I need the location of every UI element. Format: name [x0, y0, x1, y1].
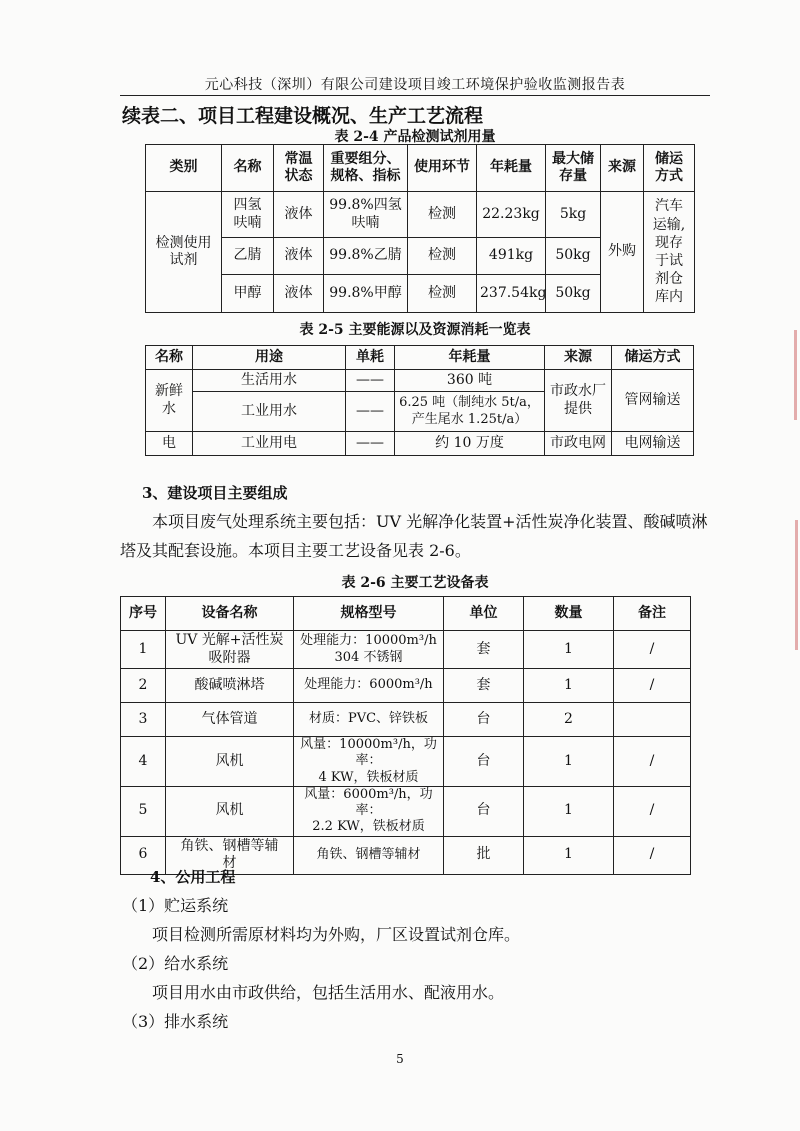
- annual-cell: 22.23kg: [477, 192, 546, 238]
- quantity-cell: 1: [524, 737, 614, 787]
- table-row: [121, 703, 691, 737]
- table-row: [121, 669, 691, 703]
- transport-cell: 管网输送: [612, 370, 694, 432]
- spec-cell: 99.8%甲醇: [324, 275, 408, 313]
- annual-cell: 491kg: [477, 238, 546, 275]
- spec-cell: 99.8%乙腈: [324, 238, 408, 275]
- table-2-6: [120, 596, 691, 875]
- spec-cell: 处理能力：10000m³/h 304 不锈钢: [294, 631, 444, 669]
- use-cell: 工业用水: [193, 392, 346, 432]
- header-cell: 单位: [444, 597, 524, 631]
- subsection-water-supply-title: （2）给水系统: [122, 954, 229, 973]
- subsection-drainage-title: （3）排水系统: [122, 1012, 229, 1031]
- section-title: 续表二、项目工程建设概况、生产工艺流程: [122, 105, 484, 127]
- header-cell: 序号: [121, 597, 166, 631]
- quantity-cell: 1: [524, 631, 614, 669]
- page-header: 元心科技（深圳）有限公司建设项目竣工环境保护验收监测报告表: [204, 77, 626, 93]
- table-header-row: [146, 145, 695, 192]
- note-cell: [614, 703, 691, 737]
- number-cell: 2: [121, 669, 166, 703]
- header-cell: 名称: [222, 145, 274, 192]
- use-cell: 检测: [408, 275, 477, 313]
- table-2-4-caption: 表 2-4 产品检测试剂用量: [334, 129, 496, 145]
- table-row: [121, 631, 691, 669]
- unit-cell: 台: [444, 737, 524, 787]
- source-cell: 市政水厂 提供: [545, 370, 612, 432]
- spec-cell: 处理能力：6000m³/h: [294, 669, 444, 703]
- max-storage-cell: 5kg: [546, 192, 601, 238]
- note-cell: /: [614, 836, 691, 874]
- name-cell: 四氢 呋喃: [222, 192, 274, 238]
- section-3-heading: 3、建设项目主要组成: [142, 484, 288, 502]
- header-cell: 来源: [601, 145, 644, 192]
- header-cell: 数量: [524, 597, 614, 631]
- max-storage-cell: 50kg: [546, 275, 601, 313]
- table-2-6-caption: 表 2-6 主要工艺设备表: [341, 575, 489, 591]
- header-cell: 年耗量: [477, 145, 546, 192]
- table-row: [121, 786, 691, 836]
- quantity-cell: 1: [524, 836, 614, 874]
- header-cell: 最大储 存量: [546, 145, 601, 192]
- equipment-name-cell: 气体管道: [166, 703, 294, 737]
- equipment-name-cell: 角铁、钢槽等辅 材: [166, 836, 294, 874]
- name-cell: 甲醇: [222, 275, 274, 313]
- use-cell: 生活用水: [193, 370, 346, 392]
- equipment-name-cell: 酸碱喷淋塔: [166, 669, 294, 703]
- unit-cell: 台: [444, 786, 524, 836]
- header-cell: 规格型号: [294, 597, 444, 631]
- quantity-cell: 1: [524, 669, 614, 703]
- page-number: 5: [396, 1052, 404, 1066]
- unit-consumption-cell: ——: [346, 432, 395, 456]
- header-cell: 设备名称: [166, 597, 294, 631]
- subsection-storage-text: 项目检测所需原材料均为外购，厂区设置试剂仓库。: [152, 925, 521, 944]
- note-cell: /: [614, 669, 691, 703]
- header-cell: 年耗量: [395, 346, 545, 370]
- max-storage-cell: 50kg: [546, 238, 601, 275]
- table-2-5: [145, 345, 694, 456]
- header-cell: 单耗: [346, 346, 395, 370]
- transport-cell: 电网输送: [612, 432, 694, 456]
- table-2-4: [145, 144, 695, 313]
- header-cell: 用途: [193, 346, 346, 370]
- source-cell: 外购: [601, 192, 644, 313]
- header-cell: 储运 方式: [644, 145, 695, 192]
- note-cell: /: [614, 631, 691, 669]
- state-cell: 液体: [274, 238, 324, 275]
- equipment-name-cell: 风机: [166, 737, 294, 787]
- annual-cell: 237.54kg: [477, 275, 546, 313]
- number-cell: 1: [121, 631, 166, 669]
- equipment-name-cell: UV 光解+活性炭 吸附器: [166, 631, 294, 669]
- header-cell: 类别: [146, 145, 222, 192]
- subsection-storage-title: （1）贮运系统: [122, 896, 229, 915]
- spec-cell: 材质：PVC、锌铁板: [294, 703, 444, 737]
- annual-cell: 6.25 吨（制纯水 5t/a， 产生尾水 1.25t/a）: [395, 392, 545, 432]
- table-header-row: [146, 346, 694, 370]
- table-row: [121, 737, 691, 787]
- quantity-cell: 2: [524, 703, 614, 737]
- number-cell: 6: [121, 836, 166, 874]
- spec-cell: 角铁、钢槽等辅材: [294, 836, 444, 874]
- table-row: [146, 192, 695, 238]
- water-name-cell: 新鲜水: [146, 370, 193, 432]
- category-cell: 检测使用 试剂: [146, 192, 222, 313]
- table-header-row: [121, 597, 691, 631]
- note-cell: /: [614, 786, 691, 836]
- use-cell: 检测: [408, 238, 477, 275]
- power-name-cell: 电: [146, 432, 193, 456]
- table-row: [146, 370, 694, 392]
- number-cell: 3: [121, 703, 166, 737]
- name-cell: 乙腈: [222, 238, 274, 275]
- equipment-name-cell: 风机: [166, 786, 294, 836]
- unit-cell: 台: [444, 703, 524, 737]
- use-cell: 检测: [408, 192, 477, 238]
- spec-cell: 99.8%四氢 呋喃: [324, 192, 408, 238]
- header-cell: 常温 状态: [274, 145, 324, 192]
- number-cell: 4: [121, 737, 166, 787]
- subsection-water-supply-text: 项目用水由市政供给，包括生活用水、配液用水。: [152, 983, 505, 1002]
- table-row: [146, 432, 694, 456]
- unit-consumption-cell: ——: [346, 392, 395, 432]
- state-cell: 液体: [274, 275, 324, 313]
- table-2-5-caption: 表 2-5 主要能源以及资源消耗一览表: [299, 322, 531, 338]
- spec-cell: 风量：6000m³/h，功率： 2.2 KW，铁板材质: [294, 786, 444, 836]
- unit-consumption-cell: ——: [346, 370, 395, 392]
- number-cell: 5: [121, 786, 166, 836]
- unit-cell: 批: [444, 836, 524, 874]
- header-cell: 备注: [614, 597, 691, 631]
- header-cell: 来源: [545, 346, 612, 370]
- annual-cell: 360 吨: [395, 370, 545, 392]
- section-4-heading: 4、公用工程: [150, 868, 236, 886]
- seal-edge-mark: [794, 330, 797, 420]
- unit-cell: 套: [444, 631, 524, 669]
- header-cell: 储运方式: [612, 346, 694, 370]
- annual-cell: 约 10 万度: [395, 432, 545, 456]
- section-3-paragraph: 本项目废气处理系统主要包括：UV 光解净化装置+活性炭净化装置、酸碱喷淋塔及其配套设施。本项目主要工艺设备见表 2-6。: [120, 512, 708, 560]
- spec-cell: 风量：10000m³/h，功率： 4 KW，铁板材质: [294, 737, 444, 787]
- header-cell: 名称: [146, 346, 193, 370]
- header-divider: [120, 95, 710, 96]
- header-cell: 使用环节: [408, 145, 477, 192]
- seal-edge-mark: [795, 520, 798, 650]
- use-cell: 工业用电: [193, 432, 346, 456]
- quantity-cell: 1: [524, 786, 614, 836]
- unit-cell: 套: [444, 669, 524, 703]
- source-cell: 市政电网: [545, 432, 612, 456]
- note-cell: /: [614, 737, 691, 787]
- header-cell: 重要组分、 规格、指标: [324, 145, 408, 192]
- transport-cell: 汽车 运输, 现存 于试 剂仓 库内: [644, 192, 695, 313]
- state-cell: 液体: [274, 192, 324, 238]
